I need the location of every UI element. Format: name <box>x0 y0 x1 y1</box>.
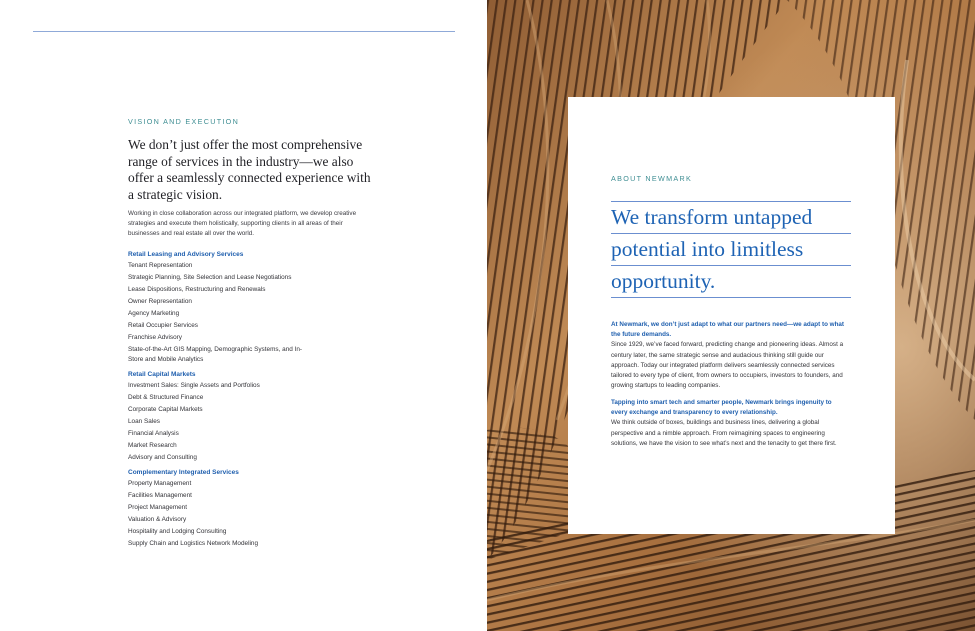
paragraph-lead: At Newmark, we don’t just adapt to what our partners need—we adapt to what the future demands. <box>611 321 845 339</box>
about-headline-line: opportunity. <box>611 269 716 293</box>
list-heading: Complementary Integrated Services <box>128 469 239 476</box>
paragraph-lead: Tapping into smart tech and smarter people, Newmark brings ingenuity to every exchange and transparency to every relationship. <box>611 399 832 417</box>
list-item: Owner Representation <box>128 298 192 305</box>
list-item: Hospitality and Lodging Consulting <box>128 528 227 535</box>
list-item: Project Management <box>128 504 187 511</box>
about-card <box>568 97 895 534</box>
list-item: Corporate Capital Markets <box>128 406 203 413</box>
about-paragraph-2 <box>611 398 847 449</box>
about-headline-line: We transform untapped <box>611 205 813 229</box>
list-item: Facilities Management <box>128 492 192 499</box>
about-paragraph-1 <box>611 320 847 391</box>
list-item: Valuation & Advisory <box>128 516 187 523</box>
list-item: Agency Marketing <box>128 310 180 317</box>
list-item: Loan Sales <box>128 418 160 425</box>
headline-rule <box>611 233 851 234</box>
service-list-retail-leasing <box>128 249 368 366</box>
page-headline: We don’t just offer the most comprehensive range of services in the industry—we also offer a seamlessly connected experience with a strategic vision. <box>128 137 371 203</box>
list-item: State-of-the-Art GIS Mapping, Demographic Systems, and In-Store and Mobile Analytics <box>128 346 303 363</box>
section-eyebrow: VISION AND EXECUTION <box>128 117 240 126</box>
paragraph-body: Since 1929, we’ve faced forward, predicting change and pioneering ideas. Almost a century later, the same strategic sense and audacious thinking still guide our approach. Today our integrated platform delivers seamlessly connected services tailored to every type of client, from owners to occupiers, investors to founders, and growing startups to leading companies. <box>611 341 844 390</box>
list-item: Property Management <box>128 480 192 487</box>
list-item: Strategic Planning, Site Selection and Lease Negotiations <box>128 274 292 281</box>
service-list-capital-markets <box>128 369 368 464</box>
list-item: Supply Chain and Logistics Network Modeling <box>128 540 259 547</box>
headline-rule <box>611 201 851 202</box>
list-item: Tenant Representation <box>128 262 193 269</box>
list-item: Investment Sales: Single Assets and Portfolios <box>128 382 260 389</box>
about-headline-line: potential into limitless <box>611 237 804 261</box>
list-item: Retail Occupier Services <box>128 322 198 329</box>
top-divider <box>33 31 455 32</box>
headline-rule <box>611 265 851 266</box>
service-list-complementary <box>128 467 368 550</box>
list-item: Market Research <box>128 442 177 449</box>
list-heading: Retail Capital Markets <box>128 371 196 378</box>
intro-paragraph: Working in close collaboration across our integrated platform, we develop creative strategies and execute them holistically, supporting clients in all areas of their businesses and real estate all over the world. <box>128 210 357 237</box>
list-heading: Retail Leasing and Advisory Services <box>128 251 244 258</box>
list-item: Financial Analysis <box>128 430 179 437</box>
paragraph-body: We think outside of boxes, buildings and business lines, delivering a global perspective and a nimble approach. From reimagining spaces to engineering solutions, we have the vision to see what’s next and the tenacity to get there first. <box>611 419 837 447</box>
headline-rule <box>611 297 851 298</box>
list-item: Advisory and Consulting <box>128 454 197 461</box>
list-item: Lease Dispositions, Restructuring and Renewals <box>128 286 266 293</box>
list-item: Franchise Advisory <box>128 334 182 341</box>
about-eyebrow: ABOUT NEWMARK <box>611 174 693 183</box>
list-item: Debt & Structured Finance <box>128 394 204 401</box>
left-page <box>0 0 487 631</box>
